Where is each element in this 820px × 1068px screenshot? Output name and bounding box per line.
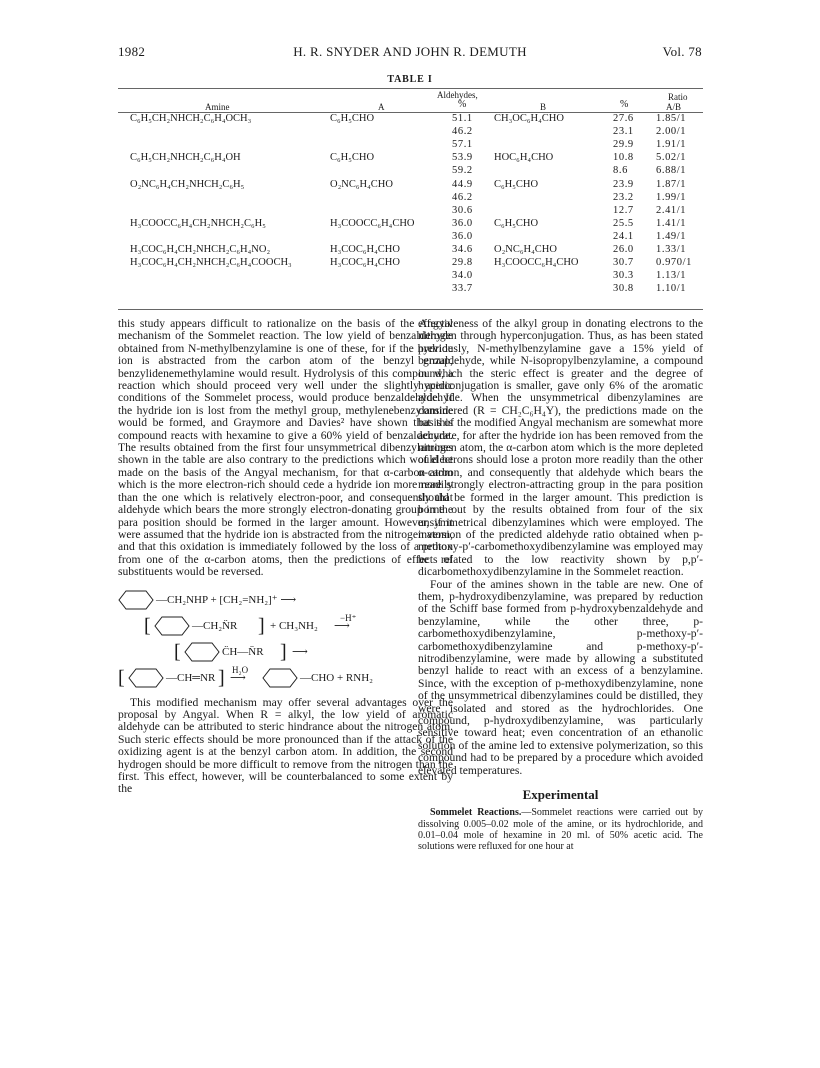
table-cell-ratio: 1.99/1	[656, 191, 687, 203]
table-cell-ratio: 1.10/1	[656, 283, 687, 295]
table-cell-pa: 34.0	[452, 270, 473, 282]
table-cell-ratio: 1.41/1	[656, 217, 687, 229]
table-cell-b: O₂NC₆H₄CHO	[494, 244, 557, 255]
equation-2-text-a: —CH₂N̈R	[192, 619, 238, 632]
table-cell-pb: 23.1	[613, 126, 634, 138]
table-row	[0, 112, 820, 125]
table-cell-b: CH₃OC₆H₄CHO	[494, 113, 564, 124]
table-cell-ratio: 1.91/1	[656, 139, 687, 151]
table-cell-pa: 46.2	[452, 191, 473, 203]
table-row	[0, 204, 820, 217]
experimental-run-in-head: Sommelet Reactions.	[430, 807, 522, 819]
page-number: 1982	[118, 44, 146, 59]
table-cell-b: C₆H₅CHO	[494, 217, 539, 229]
running-head-authors: H. R. SNYDER AND JOHN R. DEMUTH	[293, 44, 527, 59]
table-row	[0, 230, 820, 243]
experimental-text: —Sommelet reactions were carried out by dissolving 0.005–0.02 mole of the amine, or its hydrochloride, and 0.01–0.04 mole of hexamine in 20 ml. of 50% acetic acid. The solutions were refluxed for one hour at	[418, 807, 703, 853]
table-row	[0, 269, 820, 282]
table-header-ratio: Ratio	[668, 92, 688, 102]
table-header-amine: Amine	[205, 102, 230, 112]
table-header-b: B	[540, 102, 547, 112]
equation-4-condition: H₂O	[232, 664, 249, 675]
table-cell-pa: 53.9	[452, 152, 473, 164]
right-paragraph-1: effectiveness of the alkyl group in donating electrons to the nitrogen through hyperconjugation. Thus, as has been stated previously, N-methylbenzylamine gave a 15% yield of benzaldehyde, while N-isopropylbenzylamine, a compound in which the steric effect is greater and the degree of hyperconjugation is smaller, gave only 6% of the aromatic aldehyde. When the unsymmetrical dibenzylamines are considered (R = CH₂C₆H₄Y), the predictions made on the basis of the modified Angyal mechanism are somewhat more accurate, for after the hydride ion has been removed from the nitrogen atom, the α-carbon atom which is the more depleted of electrons should lose a proton more readily than the other α-carbon, and consequently that aldehyde which bears the more strongly electron-attracting group in the para position should be formed in the larger amount. This prediction is borne out by the results obtained from four of the six unsymmetrical dibenzylamines which were employed. The inversion of the predicted aldehyde ratio obtained when p-methoxy-p′-carbomethoxydibenzylamine was employed may be related to the low reactivity shown by p,p′-dicarbomethoxydibenzylamine in the Sommelet reaction.	[418, 317, 703, 579]
table-cell-b: H₃COOCC₆H₄CHO	[494, 257, 579, 269]
table-row	[0, 178, 820, 191]
table-row	[0, 125, 820, 138]
table-cell-pa: 33.7	[452, 283, 473, 295]
table-cell-ratio: 1.85/1	[656, 113, 687, 124]
table-row	[0, 138, 820, 151]
table-header-ratio-ab: A/B	[666, 102, 682, 112]
equation-1-text: —CH₂NHP + [CH₂=NH₂]⁺ ⟶	[156, 593, 297, 606]
table-row	[0, 243, 820, 256]
table-cell-amine: H₃COC₆H₄CH₂NHCH₂C₆H₄COOCH₃	[130, 257, 292, 269]
benzene-ring-icon	[262, 668, 298, 688]
equation-3-arrow: ⟶	[292, 645, 308, 658]
equation-3: [ C̈H—N̈R ] ⟶	[174, 640, 308, 663]
equation-4-text-b: —CHO + RNH₂	[300, 671, 373, 684]
table-cell-pb: 29.9	[613, 139, 634, 151]
volume-label: Vol. 78	[662, 44, 702, 59]
table-cell-pa: 46.2	[452, 126, 473, 138]
table-cell-pb: 30.3	[613, 270, 634, 282]
table-cell-ratio: 6.88/1	[656, 165, 687, 177]
table-header-pct: %	[458, 99, 467, 110]
table-cell-a: H₃COC₆H₄CHO	[330, 257, 400, 269]
table-cell-pb: 8.6	[613, 165, 628, 177]
table-cell-b: C₆H₅CHO	[494, 178, 539, 190]
equation-1	[118, 587, 453, 613]
table-row	[0, 282, 820, 295]
table-cell-ratio: 1.49/1	[656, 230, 687, 242]
table-cell-ratio: 2.00/1	[656, 126, 687, 138]
table-cell-pb: 24.1	[613, 230, 634, 242]
equation-4: [ —CH═NR ] H₂O ⟶ —CHO + RNH₂	[118, 665, 453, 691]
table-cell-pa: 36.0	[452, 230, 473, 242]
benzene-ring-icon	[118, 590, 154, 610]
left-column	[118, 318, 453, 796]
table-header-a: A	[378, 102, 385, 112]
mechanism-scheme	[118, 587, 453, 691]
equation-2-condition: −H⁺	[340, 612, 357, 623]
equation-3-text: C̈H—N̈R	[222, 645, 264, 658]
table-cell-amine: O₂NC₆H₄CH₂NHCH₂C₆H₅	[130, 178, 245, 190]
table-cell-a: H₃COOCC₆H₄CHO	[330, 217, 415, 229]
table-cell-amine: C₆H₅CH₂NHCH₂C₆H₄OH	[130, 152, 241, 164]
left-paragraph-2: This modified mechanism may offer several advantages over the proposal by Angyal. When R = alkyl, the low yield of aromatic aldehyde can be attributed to steric hindrance about the nitrogen atom. Such steric effects should be more pronounced than if the attack of the oxidizing agent is at the benzyl carbon atom. In addition, the second hydrogen should be more difficult to remove from the nitrogen than the first. This effect, however, will be counterbalanced to some extent by the	[118, 695, 453, 796]
table-cell-a: O₂NC₆H₄CHO	[330, 178, 393, 190]
equation-2-text-b: + CH₃NH₂	[270, 619, 318, 632]
table-cell-pb: 27.6	[613, 113, 634, 124]
table-row	[0, 151, 820, 164]
table-cell-pb: 12.7	[613, 204, 634, 216]
table-cell-pa: 57.1	[452, 139, 473, 151]
table-cell-pb: 25.5	[613, 217, 634, 229]
table-row	[0, 164, 820, 177]
table-cell-pa: 36.0	[452, 217, 473, 229]
table-cell-pa: 51.1	[452, 113, 473, 124]
equation-2: [ —CH₂N̈R ] + CH₃NH₂ −H⁺ ⟶	[118, 613, 453, 639]
experimental-paragraph	[418, 807, 703, 852]
table-cell-b: HOC₆H₄CHO	[494, 152, 554, 164]
table-caption: TABLE I	[387, 74, 433, 85]
table-cell-pb: 30.8	[613, 283, 634, 295]
table-cell-amine: H₃COC₆H₄CH₂NHCH₂C₆H₄NO₂	[130, 244, 271, 255]
table-cell-a: H₃COC₆H₄CHO	[330, 244, 400, 255]
table-cell-pb: 23.2	[613, 191, 634, 203]
table-cell-ratio: 0.970/1	[656, 257, 692, 269]
table-row	[0, 191, 820, 204]
table-cell-ratio: 1.13/1	[656, 270, 687, 282]
table-cell-a: C₆H₅CHO	[330, 113, 375, 124]
section-title-experimental: Experimental	[522, 787, 599, 803]
right-column	[418, 318, 703, 852]
table-cell-pa: 29.8	[452, 257, 473, 269]
table-cell-pb: 23.9	[613, 178, 634, 190]
right-paragraph-2: Four of the amines shown in the table are new. One of them, p-hydroxydibenzylamine, was prepared by reduction of the Schiff base formed from p-hydroxybenzaldehyde and benzylamine, while the other three, p-carbomethoxydibenzylamine, p-methoxy-p′-carbomethoxydibenzylamine and p-methoxy-p′-nitrodibenzylamine, were made by allowing a substituted benzyl halide to react with an excess of a benzylamine. Since, with the exception of p-methoxydibenzylamine, none of the unsymmetrical dibenzylamines could be distilled, they were isolated and stored as the hydrochlorides. One compound, p-hydroxydibenzylamine, was particularly sensitive toward heat; even concentration of an ethanolic solution of the amine led to extensive polymerization, so this compound had to be prepared by a procedure which avoided elevated temperatures.	[418, 577, 703, 777]
benzene-ring-icon	[184, 642, 220, 662]
table-cell-ratio: 5.02/1	[656, 152, 687, 164]
table-cell-pa: 30.6	[452, 204, 473, 216]
table-rule-top	[118, 88, 703, 89]
table-cell-ratio: 2.41/1	[656, 204, 687, 216]
table-row	[0, 256, 820, 269]
table-cell-pb: 10.8	[613, 152, 634, 164]
table-cell-ratio: 1.33/1	[656, 244, 687, 255]
table-cell-amine: H₃COOCC₆H₄CH₂NHCH₂C₆H₅	[130, 217, 266, 229]
table-header-pct2: %	[620, 99, 629, 110]
table-cell-pb: 26.0	[613, 244, 634, 255]
left-paragraph-1: this study appears difficult to rationalize on the basis of the Angyal mechanism of the Sommelet reaction. The low yield of benzaldehyde obtained from N-methylbenzylamine is one of these, for if the hydride ion is abstracted from the carbon atom of the benzyl group, benzylidenemethylamine would result. Hydrolysis of this compound, a reaction which should proceed very well under the slightly acidic conditions of the Sommelet process, would produce benzaldehyde. If the hydride ion is lost from the methyl group, methylenebenzylamine would be formed, and Graymore and Davies² have shown that this compound reacts with hexamine to give a 60% yield of benzaldehyde. The results obtained from the first four unsymmetrical dibenzylamines shown in the table are also contrary to the predictions which would be made on the basis of the Angyal mechanism, for that α-carbon atom which is the more electron-rich should cede a hydride ion more readily than the one which is relatively electron-poor, and consequently that aldehyde which bears the more strongly electron-donating group in the para position should be formed in the larger amount. However, if it were assumed that the hydride ion is abstracted from the nitrogen atom, and that this oxidation is immediately followed by the loss of a proton from one of the α-carbon atoms, then the predictions of effects of substituents would be reversed.	[118, 317, 453, 579]
table-cell-pa: 44.9	[452, 178, 473, 190]
table-cell-ratio: 1.87/1	[656, 178, 687, 190]
table-row	[0, 217, 820, 230]
table-cell-amine: C₆H₅CH₂NHCH₂C₆H₄OCH₃	[130, 113, 252, 124]
table-cell-a: C₆H₅CHO	[330, 152, 375, 164]
table-header-aldehydes: Aldehydes,	[437, 90, 478, 100]
benzene-ring-icon	[154, 616, 190, 636]
equation-4-text-a: —CH═NR	[166, 671, 216, 684]
benzene-ring-icon	[128, 668, 164, 688]
table-rule-bottom	[118, 309, 703, 310]
table-cell-pa: 59.2	[452, 165, 473, 177]
table-cell-pa: 34.6	[452, 244, 473, 255]
table-cell-pb: 30.7	[613, 257, 634, 269]
